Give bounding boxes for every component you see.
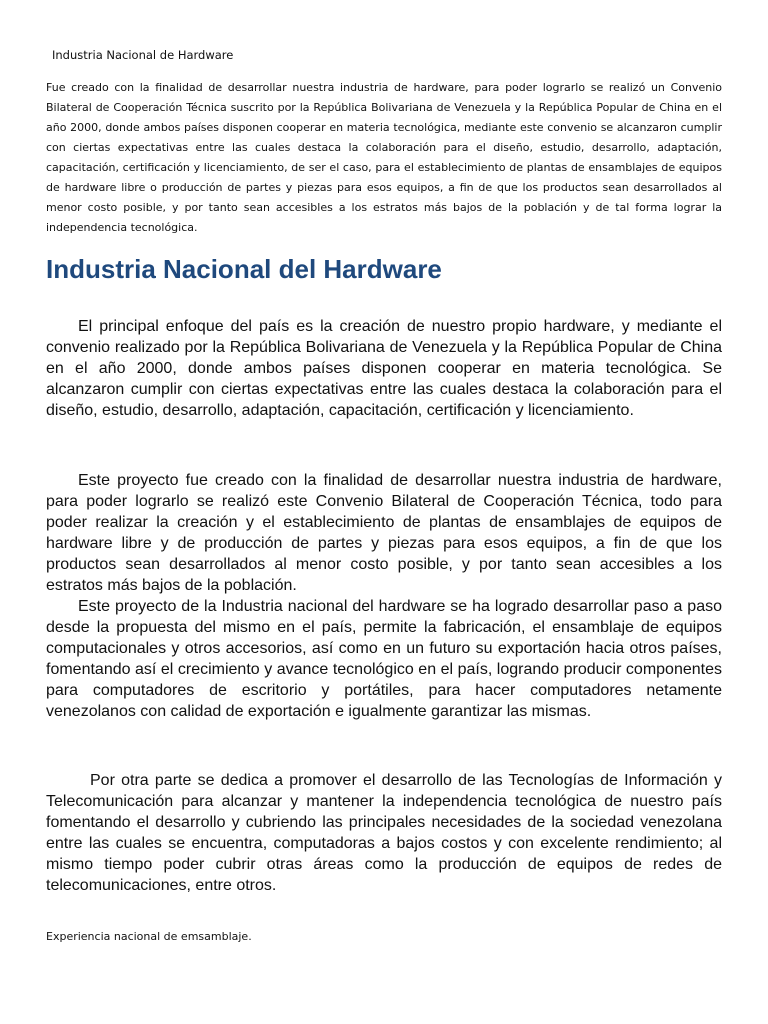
footer-note: Experiencia nacional de emsamblaje. — [46, 930, 252, 943]
intro-paragraph: Fue creado con la finalidad de desarrollar nuestra industria de hardware, para poder lograrlo se realizó un Convenio Bilateral de Cooperación Técnica suscrito por la República Bolivariana de Venezuela y la República Popular de China en el año 2000, donde ambos países disponen cooperar en materia tecnológica, mediante este convenio se alcanzaron cumplir con ciertas expectativas entre las cuales destaca la colaboración para el diseño, estudio, desarrollo, adaptación, capacitación, certificación y licenciamiento, de ser el caso, para el establecimiento de plantas de ensamblajes de equipos de hardware libre o producción de partes y piezas para esos equipos, a fin de que los productos sean desarrollados al menor costo posible, y por tanto sean accesibles a los estratos más bajos de la población y de tal forma lograr la independencia tecnológica. — [46, 81, 722, 234]
body-paragraph-4: Por otra parte se dedica a promover el desarrollo de las Tecnologías de Información y Telecomunicación para alcanzar y mantener la independencia tecnológica de nuestro país fomentando el desarrollo y cubriendo las principales necesidades de la sociedad venezolana entre las cuales se encuentra, computadoras a bajos costos y con excelente rendimiento; al mismo tiempo poder cubrir otras áreas como la producción de equipos de redes de telecomunicaciones, entre otros. — [46, 772, 722, 894]
body-paragraph-2: Este proyecto fue creado con la finalidad de desarrollar nuestra industria de hardware, para poder lograrlo se realizó este Convenio Bilateral de Cooperación Técnica, todo para poder realizar la creación y el establecimiento de plantas de ensamblajes de equipos de hardware libre y de producción de partes y piezas para esos equipos, a fin de que los productos sean desarrollados al menor costo posible, y por tanto sean accesibles a los estratos más bajos de la población. — [46, 472, 722, 594]
main-heading: Industria Nacional del Hardware — [46, 254, 442, 284]
body-paragraph-1: El principal enfoque del país es la creación de nuestro propio hardware, y mediante el convenio realizado por la República Bolivariana de Venezuela y la República Popular de China en el año 2000, donde ambos países disponen cooperar en materia tecnológica. Se alcanzaron cumplir con ciertas expectativas entre las cuales destaca la colaboración para el diseño, estudio, desarrollo, adaptación, capacitación, certificación y licenciamiento. — [46, 318, 722, 419]
section-title: Industria Nacional de Hardware — [52, 48, 234, 62]
body-paragraph-3: Este proyecto de la Industria nacional del hardware se ha logrado desarrollar paso a paso desde la propuesta del mismo en el país, permite la fabricación, el ensamblaje de equipos computacionales y otros accesorios, así como en un futuro su exportación hacia otros países, fomentando así el crecimiento y avance tecnológico en el país, logrando producir componentes para computadores de escritorio y portátiles, para hacer computadores netamente venezolanos con calidad de exportación e igualmente garantizar las mismas. — [46, 598, 722, 720]
